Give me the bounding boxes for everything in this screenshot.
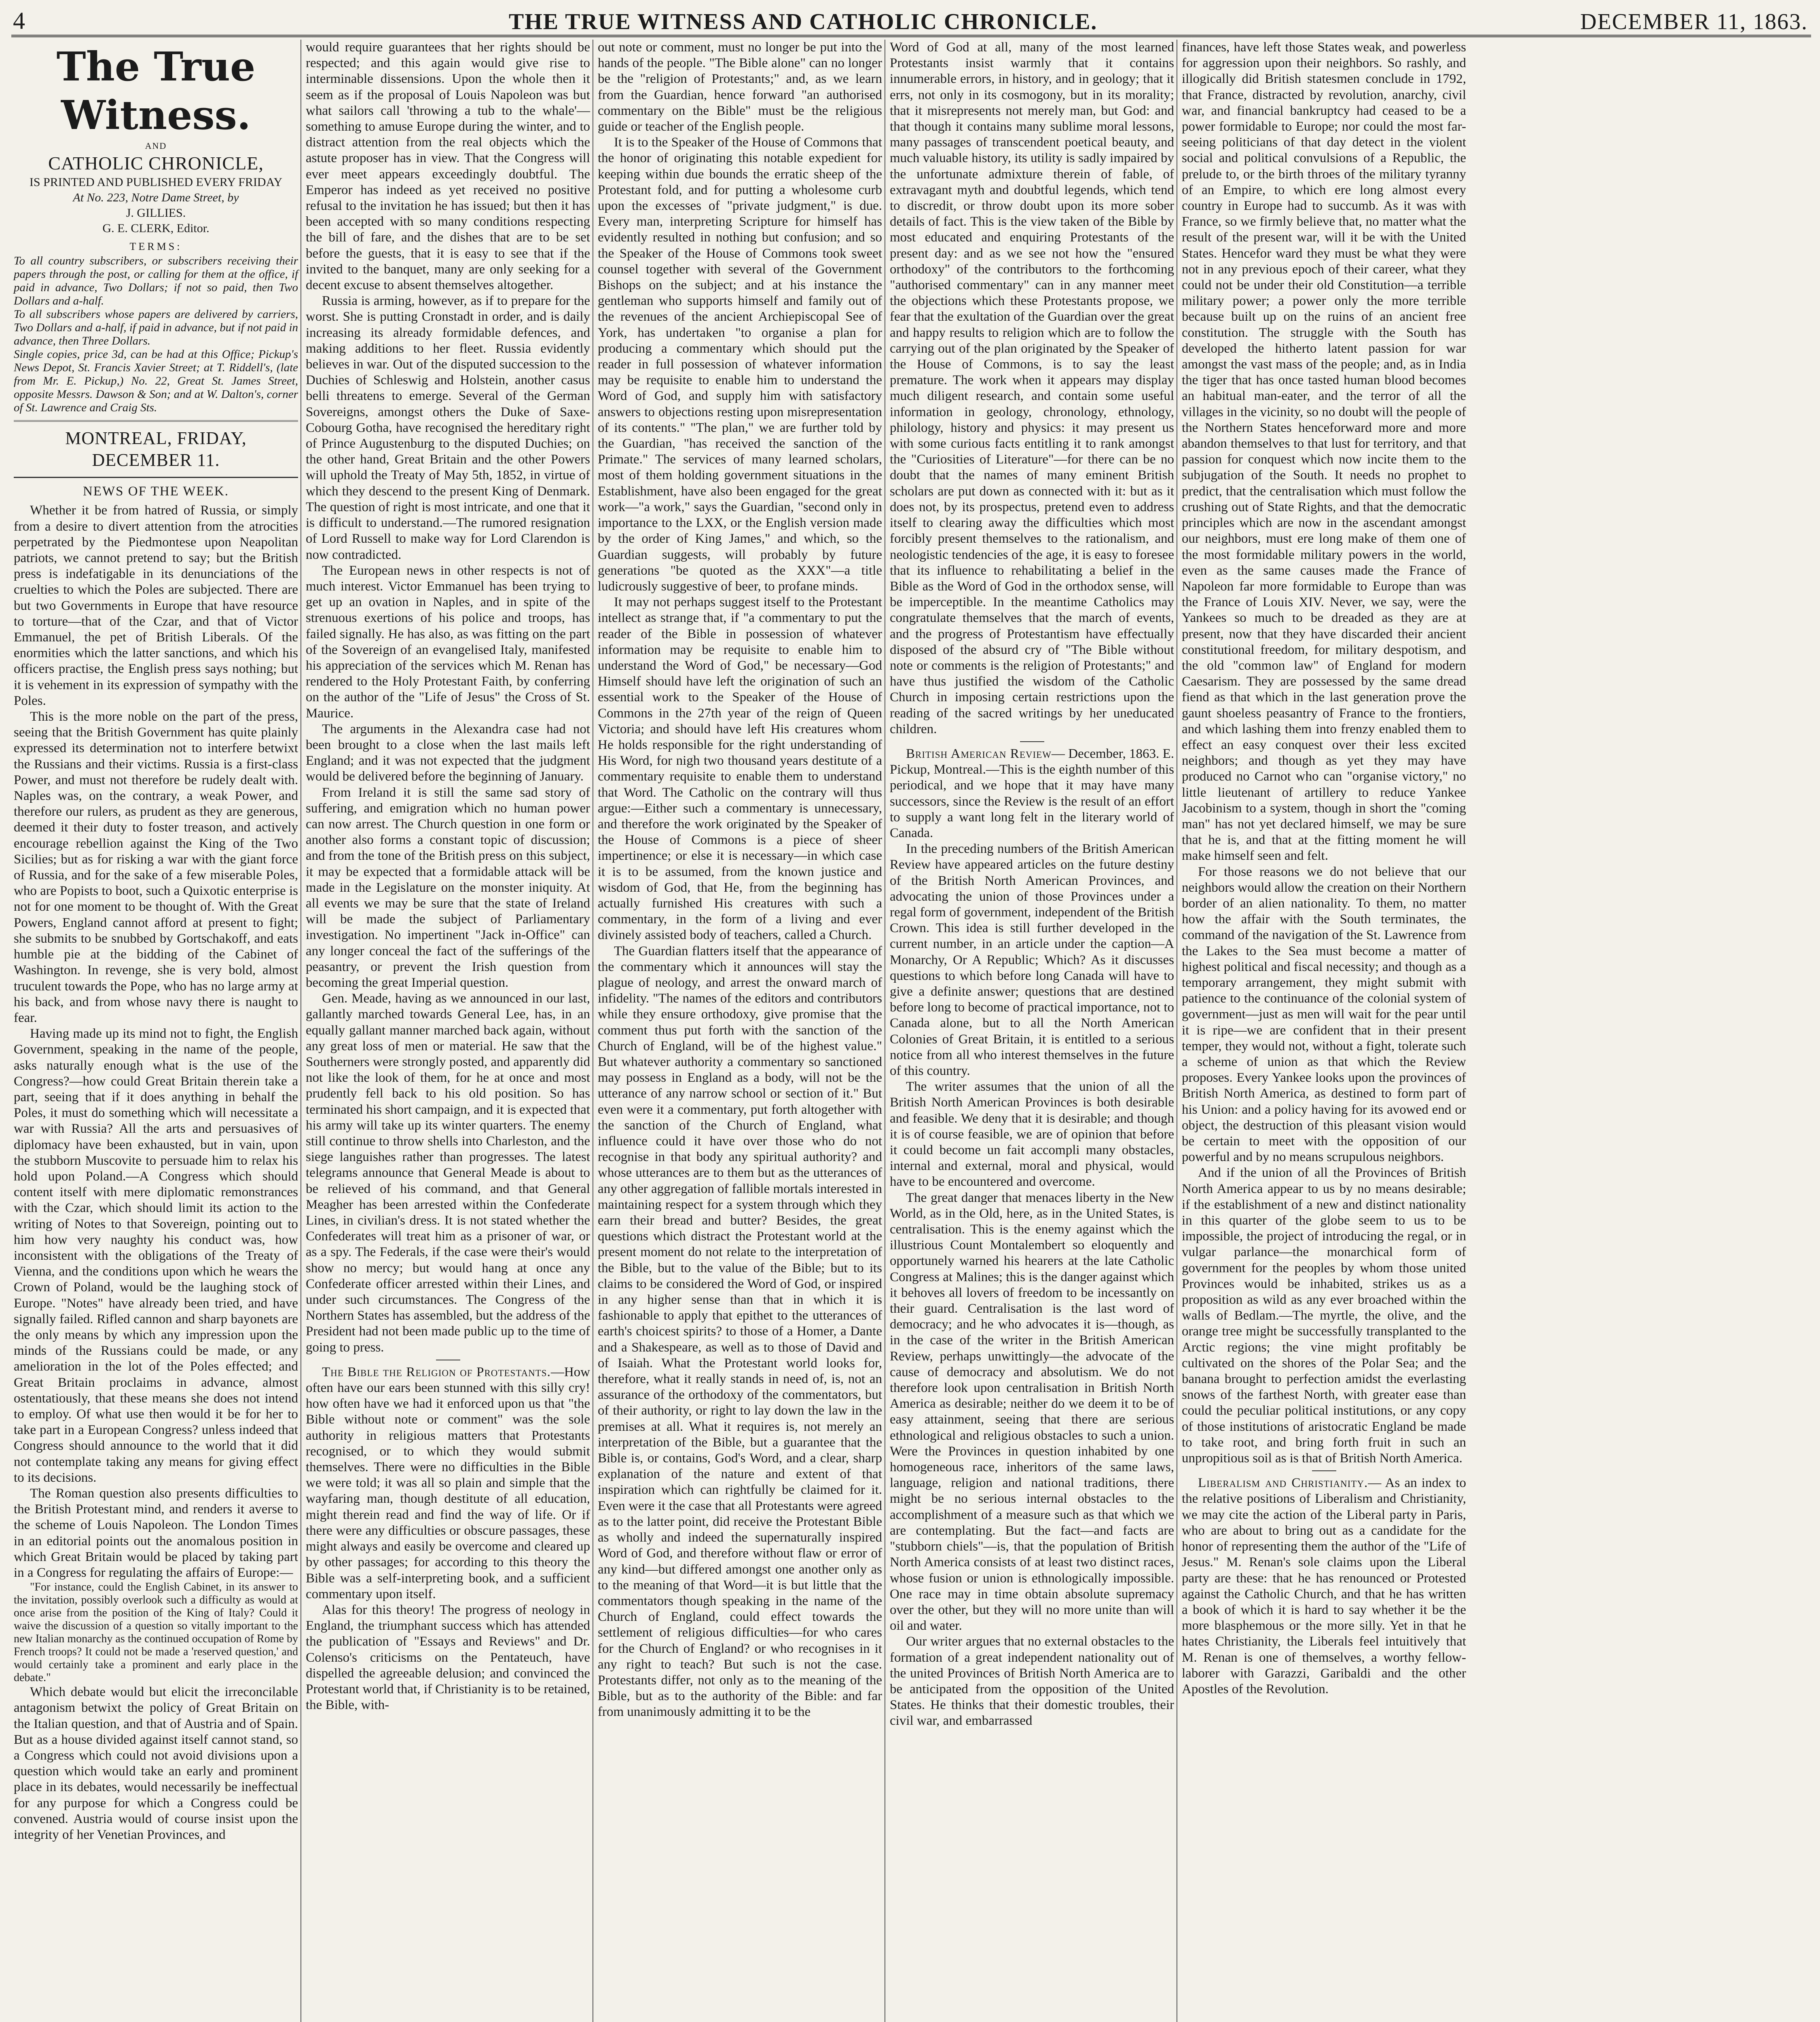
article-paragraph: would require guarantees that her rights should be respected; and this again would give rise to interminable dissensions. Upon the whole then it seem as if the proposal of Louis Napoleon was but what sailors call 'throwing a tub to the whale'—something to amuse Europe during the winter, and to distract attention from the real objects which the astute proposer has in view. That the Congress will ever meet appears exceedingly doubtful. The Emperor has indeed as yet received no positive refusal to the invitation he has issued; but then it has been accepted with so many conditions respecting the bill of fare, and the dishes that are to be set before the guests, that it is easy to see that if the invited to the banquet, many are only seeking for a decent excuse to absent themselves altogether.	[306, 40, 590, 293]
article-paragraph: out note or comment, must no longer be put into the hands of the people. "The Bible alone" can no longer be the "religion of Protestants;" and, as we learn from the Guardian, hence forward "an authorised commentary on the Bible" must be the religious guide or teacher of the English people.	[598, 40, 882, 134]
article-paragraph: It is to the Speaker of the House of Commons that the honor of originating this notable expedient for keeping within due bounds the erratic sheep of the Protestant fold, and for putting a wholesome curb upon the excesses of "private judgment," is due. Every man, interpreting Scripture for himself has evidently resulted in nothing but confusion; and so the Speaker of the House of Commons took sweet counsel together with several of the Government Bishops on the subject; and at his instance the gentleman who supports himself and family out of the revenues of the ancient Archiepiscopal See of York, has undertaken "to organise a plan for producing a commentary which should put the reader in full possession of whatever information may be requisite to enable him to understand the Word of God, and supply him with satisfactory answers to objections resting upon misrepresentation of its contents." "The plan," we are further told by the Guardian, "has received the sanction of the Primate." The services of many learned scholars, most of them holding government situations in the Establishment, have also been engaged for the great work—"a work," says the Guardian, "second only in importance to the LXX, or the English version made by the order of King James," and which, so the Guardian suggests, will probably by future generations "be quoted as the XXX"—a title ludicrously suggestive of beer, to profane minds.	[598, 135, 882, 594]
article-paragraph: From Ireland it is still the same sad story of suffering, and emigration which no human power can now arrest. The Church question in one form or another also forms a constant topic of discussion; and from the tone of the British press on this subject, it may be expected that a formidable attack will be made in the Legislature on the monster iniquity. At all events we may be sure that the state of Ireland will be made the subject of Parliamentary investigation. No impertinent "Jack in-Office" can any longer conceal the fact of the sufferings of the peasantry, or prevent the Irish question from becoming the great Imperial question.	[306, 785, 590, 990]
issue-date: DECEMBER 11, 1863.	[1580, 9, 1808, 34]
published-line: IS PRINTED AND PUBLISHED EVERY FRIDAY	[29, 176, 283, 189]
article-paragraph: Our writer argues that no external obstacles to the formation of a great independent nationality out of the united Provinces of British North America are to be anticipated from the opposition of the United States. He thinks that their domestic troubles, their civil war, and embarrassed	[890, 1634, 1174, 1728]
column-3	[595, 40, 885, 2022]
page-header	[11, 2, 1811, 37]
terms-heading: TERMS:	[129, 241, 182, 252]
section-divider	[1312, 1470, 1336, 1471]
article-paragraph: The Roman question also presents difficulties to the British Protestant mind, and renders it averse to the scheme of Louis Napoleon. The London Times in an editorial points out the anomalous position in which Great Britain would be placed by taking part in a Congress for regulating the affairs of Europe:—	[14, 1486, 298, 1580]
article-paragraph: Alas for this theory! The progress of neology in England, the triumphant success which has attended the publication of "Essays and Reviews" and Dr. Colenso's criticisms on the Pentateuch, have dispelled the agreeable delusion; and convinced the Protestant world that, if Christianity is to be retained, the Bible, with-	[306, 1602, 590, 1713]
article-text: — December, 1863. E. Pickup, Montreal.—This is the eighth number of this periodical, and we hope that it may have many successors, since the Review is the result of an effort to supply a want long felt in the literary world of Canada.	[890, 746, 1174, 840]
news-heading: NEWS OF THE WEEK.	[83, 484, 229, 499]
article-text: —How often have our ears been stunned with this silly cry! how often have we had it enforced upon us that "the Bible without note or comment" was the sole authority in religious matters that Protestants recognised, or to which they would submit themselves. There were no difficulties in the Bible we were told; it was all so plain and simple that the wayfaring man, though destitute of all education, might therein read and find the way of life. Or if there were any difficulties or obscure passages, these might always and easily be overcome and cleared up by other passages; for according to this theory the Bible was a self-interpreting book, and a sufficient commentary upon itself.	[306, 1364, 590, 1601]
dateline-rule	[14, 477, 298, 478]
masthead-title: The True Witness.	[56, 44, 256, 139]
article-bible-religion	[306, 1364, 590, 1602]
article-liberalism-christianity	[1182, 1475, 1466, 1697]
terms-country: To all country subscribers, or subscribers receiving their papers through the post, or calling for them at the office, if paid in advance, Two Dollars; if not so paid, then Two Dollars and a-half.	[14, 254, 298, 308]
article-paragraph: It may not perhaps suggest itself to the Protestant intellect as strange that, if "a commentary to put the reader of the Bible in possession of whatever information may be requisite to enable him to understand the Word of God," be necessary—God Himself should have left the origination of such an essential work to the Speaker of the House of Commons in the 27th year of the reign of Queen Victoria; and should have left His creatures whom He holds responsible for the right understanding of His Word, for nigh two thousand years destitute of a commentary requisite to enable them to understand that Word. The Catholic on the contrary will thus argue:—Either such a commentary is unnecessary, and therefore the work originated by the Speaker of the House of Commons is a piece of sheer impertinence; or else it is necessary—in which case it is to be assumed, from the known justice and wisdom of God, that He, from the beginning has actually furnished His creatures with such a commentary, in the form of a living and ever divinely assisted body of teachers, called a Church.	[598, 595, 882, 943]
article-paragraph: Russia is arming, however, as if to prepare for the worst. She is putting Cronstadt in order, and is daily increasing its already formidable defences, and making additions to her fleet. Russia evidently believes in war. Out of the disputed succession to the Duchies of Schleswig and Holstein, another casus belli threatens to emerge. Several of the German Sovereigns, amongst others the Duke of Saxe-Cobourg Gotha, have recognised the hereditary right of Prince Augustenburg to the disputed Duchies; on the other hand, Great Britain and the other Powers will uphold the Treaty of May 5th, 1852, in virtue of which they descend to the present King of Denmark. The question of right is most intricate, and one that it is difficult to understand.—The rumored resignation of Lord Russell to make way for Lord Clarendon is now contradicted.	[306, 294, 590, 562]
columns	[11, 40, 1811, 2022]
section-heading: The Bible the Religion of Protestants.	[322, 1364, 551, 1379]
dateline: MONTREAL, FRIDAY, DECEMBER 11.	[65, 428, 247, 470]
editor-name: G. E. CLERK, Editor.	[102, 222, 210, 235]
terms-carriers: To all subscribers whose papers are delivered by carriers, Two Dollars and a-half, if paid in advance, but if not paid in advance, then Three Dollars.	[14, 308, 298, 348]
article-paragraph: Gen. Meade, having as we announced in our last, gallantly marched towards General Lee, has, in an equally gallant manner marched back again, without any great loss of men or material. He saw that the Southerners were strongly posted, and apparently did not like the look of them, for he at once and most prudently fell back to his old position. So has terminated his short campaign, and it is expected that his army will take up its winter quarters. The enemy still continue to throw shells into Charleston, and the siege languishes rather than progresses. The latest telegrams announce that General Meade is about to be relieved of his command, and that General Meagher has been arrested within the Confederate Lines, in civilian's dress. It is not stated whether the Confederates will treat him as a prisoner of war, or as a spy. The Federals, if the case were their's would show no mercy; but would hang at once any Confederate officer arrested within their Lines, and under such circumstances. The Congress of the Northern States has assembled, but the address of the President had not been made public up to the time of going to press.	[306, 991, 590, 1355]
address-line: At No. 223, Notre Dame Street, by	[73, 191, 239, 204]
article-paragraph: And if the union of all the Provinces of British North America appear to us by no means desirable; if the establishment of a new and distinct nationality in this quarter of the globe seem to us to be impossible, the project of introducing the regal, or in vulgar parlance—the monarchical form of government for the peoples by whom those united Provinces would be inhabited, strikes us as a proposition as wild as any ever broached within the walls of Bedlam.—The myrtle, the olive, and the orange tree might be successfully transplanted to the Arctic regions; the vine might profitably be cultivated on the shores of the Polar Sea; and the banana brought to perfection amidst the everlasting snows of the farthest North, with greater ease than could the peculiar political institutions, or any copy of those institutions of aristocratic England be made to take root, and bring forth fruit in such an unpropitious soil as is that of British North America.	[1182, 1165, 1466, 1466]
section-heading: British American Review	[906, 746, 1052, 761]
publisher-name: J. GILLIES.	[126, 206, 186, 220]
article-paragraph: In the preceding numbers of the British American Review have appeared articles on the future destiny of the British North American Provinces, and advocating the union of those Provinces under a regal form of government, independent of the British Crown. This idea is still further developed in the current number, in an article under the caption—A Monarchy, Or A Republic; Which? As it discusses questions to which before long Canada will have to give a definite answer; questions that are destined before long to become of practical importance, not to Canada alone, but to all the North American Colonies of Great Britain, it is entitled to a serious notice from all who interest themselves in the future of this country.	[890, 842, 1174, 1078]
article-paragraph: The great danger that menaces liberty in the New World, as in the Old, here, as in the United States, is centralisation. This is the enemy against which the illustrious Count Montalembert so eloquently and opportunely warned his hearers at the late Catholic Congress at Malines; this is the danger against which it behoves all lovers of freedom to be incessantly on their guard. Centralisation is the last word of democracy; and he who advocates it is—though, as in the case of the writer in the British American Review, perhaps unwittingly—the advocate of the cause of democracy and absolutism. We do not therefore look upon centralisation in British North America as desirable; neither do we deem it to be of easy attainment, seeing that there are serious ethnological and religious obstacles to such a union. Were the Provinces in question inhabited by one homogeneous race, inheritors of the same laws, language, religion and national traditions, there might be no serious internal obstacles to the accomplishment of a measure such as that which we are contemplating. But the fact—and facts are "stubborn chiels"—is, that the population of British North America consists of at least two distinct races, whose fusion or union is ethnologically impossible. One race may in time obtain absolute supremacy over the other, but they will no more unite than will oil and water.	[890, 1190, 1174, 1633]
article-paragraph: Which debate would but elicit the irreconcilable antagonism betwixt the policy of Great Britain on the Italian question, and that of Austria and of Spain. But as a house divided against itself cannot stand, so a Congress which could not avoid divisions upon a question which would take an early and prominent place in its debates, would necessarily be ineffectual for any purpose for which a Congress could be convened. Austria would of course insist upon the integrity of her Venetian Provinces, and	[14, 1685, 298, 1842]
article-paragraph: The Guardian flatters itself that the appearance of the commentary which it announces will stay the plague of neology, and arrest the onward march of infidelity. "The names of the editors and contributors while they ensure orthodoxy, give promise that the comment thus put forth with the sanction of the Church of England, will be of the highest value." But whatever authority a commentary so sanctioned may possess in England as a body, will not be the utterance of any narrow school or section of it." But even were it a commentary, put forth altogether with the sanction of the Church of England, what influence could it have over those who do not recognise in that body any spiritual authority? and whose utterances are to them but as the utterances of any other aggregation of fallible mortals interested in maintaining respect for a system through which they earn their bread and butter? Besides, the great questions which distract the Protestant world at the present moment do not relate to the interpretation of the Bible, but to the value of the Bible; but to its claims to be considered the Word of God, or inspired in any higher sense than that in which it is fashionable to apply that epithet to the utterances of earth's choicest spirits? to those of a Homer, a Dante and a Shakespeare, as well as to those of David and of Isaiah. What the Protestant world looks for, therefore, what it really stands in need of, is, not an assurance of the orthodoxy of the commentators, but of their authority, or right to lay down the law in the premises at all. What it requires is, not merely an interpretation of the Bible, but a guarantee that the Bible is, or contains, God's Word, and a clear, sharp explanation of the nature and extent of that inspiration which can rightfully be claimed for it. Even were it the case that all Protestants were agreed as to the latter point, did receive the Protestant Bible as wholly and indeed the supernaturally inspired Word of God, and therefore without flaw or error of any kind—but differed amongst one another only as to the meaning of that Word—it is but little that the commentators though speaking in the name of the Church of England, could effect towards the settlement of religious difficulties—for who cares for the Church of England? or who recognises in it any right to teach? But such is not the case. Protestants differ, not only as to the meaning of the Bible, but as to the authority of the Bible: and far from unanimously admitting it to be the	[598, 943, 882, 1720]
article-paragraph: Having made up its mind not to fight, the English Government, speaking in the name of the people, asks naturally enough what is the use of the Congress?—how could Great Britain therein take a part, seeing that if it does anything in behalf the Poles, it must do something which will necessitate a war with Russia? All the arts and persuasives of diplomacy have been exhausted, but in vain, upon the stubborn Muscovite to persuade him to relax his hold upon Poland.—A Congress which should content itself with mere diplomatic remonstrances with the Czar, which should limit its action to the writing of Notes to that Sovereign, pointing out to him how very naughty his conduct was, how inconsistent with the obligations of the Treaty of Vienna, and the conditions upon which he wears the Crown of Poland, would be the laughing stock of Europe. "Notes" have already been tried, and have signally failed. Rifled cannon and sharp bayonets are the only means by which any impression upon the minds of the Russians could be made, or any amelioration in the lot of the Poles effected; and Great Britain proclaims in advance, almost ostentatiously, that these means she does not intend to employ. Of what use then would it be for her to take part in a European Congress? unless indeed that Congress should announce to the world that it did not contemplate taking any means for giving effect to its decisions.	[14, 1026, 298, 1485]
article-paragraph: The arguments in the Alexandra case had not been brought to a close when the last mails left England; and it was not expected that the judgment would be delivered before the beginning of January.	[306, 721, 590, 784]
column-1	[11, 40, 301, 2022]
section-heading: Liberalism and Christianity.	[1198, 1476, 1368, 1491]
article-paragraph: This is the more noble on the part of the press, seeing that the British Government has quite plainly expressed its determination not to interfere betwixt the Russians and their victims. Russia is a first-class Power, and must not therefore be rudely dealt with. Naples was, on the contrary, a weak Power, and therefore our rulers, as prudent as they are generous, deemed it their duty to foster treason, and actively encourage rebellion against the King of the Two Sicilies; but as for risking a war with the giant force of Russia, and for the sake of a few miserable Poles, who are Popists to boot, such a Quixotic enterprise is not for one moment to be thought of. With the Great Powers, England cannot afford at present to fight; she submits to be snubbed by Gortschakoff, and eats humble pie at the bidding of the Cabinet of Washington. In revenge, she is very bold, almost truculent towards the Pope, who has no large army at his back, and from whose navy there is naught to fear.	[14, 709, 298, 1025]
article-british-american-review	[890, 746, 1174, 841]
section-divider	[1020, 741, 1044, 742]
article-text: — As an index to the relative positions of Liberalism and Christianity, we may cite the action of the Liberal party in Paris, who are about to bring out as a candidate for the honor of representing them the author of the "Life of Jesus." M. Renan's sole claims upon the Liberal party are these: that he has renounced or Protested against the Catholic Church, and that he has written a book of which it is hard to say whether it be the more blasphemous or the more silly. Yet in that he hates Christianity, the Liberals feel intuitively that M. Renan is one of themselves, a worthy fellow-laborer with Garazzi, Garibaldi and the other Apostles of the Revolution.	[1182, 1476, 1466, 1696]
masthead-subtitle: CATHOLIC CHRONICLE,	[48, 153, 264, 173]
article-paragraph: For those reasons we do not believe that our neighbors would allow the creation on their Northern border of an alien nationality. To them, no matter how the affair with the South terminates, the command of the navigation of the St. Lawrence from the Lakes to the Sea must become a matter of highest political and fiscal necessity; and though as a temporary arrangement, they might submit with patience to the continuance of the colonial system of government—just as men will wait for the pear until it is ripe—we are confident that in their present temper, they would not, without a fight, tolerate such a scheme of union as that which the Review proposes. Every Yankee looks upon the provinces of British North America, as destined to form part of his Union: and a policy having for its avowed end or object, the destruction of this pleasant vision would be certain to meet with the opposition of our powerful and by no means scrupulous neighbors.	[1182, 864, 1466, 1165]
column-5	[1179, 40, 1469, 2022]
article-paragraph: Whether it be from hatred of Russia, or simply from a desire to divert attention from the atrocities perpetrated by the Piedmontese upon Neapolitan patriots, we cannot pretend to say; but the British press is indefatigable in its denunciations of the cruelties to which the Poles are subjected. There are but two Governments in Europe that have resource to torture—that of the Czar, and that of Victor Emmanuel, the pet of British Liberals. Of the enormities which the latter sanctions, and which his officers practise, the English press says nothing; but it is vehement in its expression of sympathy with the Poles.	[14, 503, 298, 708]
newspaper-running-title: THE TRUE WITNESS AND CATHOLIC CHRONICLE.	[508, 9, 1098, 34]
article-paragraph: Word of God at all, many of the most learned Protestants insist warmly that it contains innumerable errors, in history, and in geology; that it errs, not only in its cosmogony, but in its morality; that it misrepresents not merely man, but God: and that though it contains many sublime moral lessons, many passages of transcendent poetical beauty, and much valuable history, its utility is sadly impaired by the unfortunate admixture therein of fable, of extravagant myth and doubtful legends, which tend to discredit, or throw doubt upon its more sober details of fact. This is the view taken of the Bible by most educated and enquiring Protestants of the present day: and as we see not how the "ensured orthodoxy" of the contributors to the forthcoming "authorised commentary" can in any manner meet the objections which these Protestants propose, we fear that the exultation of the Guardian over the great and happy results to religion which are to follow the carrying out of the plan originated by the Speaker of the House of Commons, is to say the least premature. The work when it appears may display much diligent research, and contain some useful information in geology, chronology, ethnology, philology, history and physics: it may present us with some curious facts entitling it to rank amongst the "Curiosities of Literature"—for there can be no doubt that the names of many eminent British scholars are put down as connected with it: but as it does not, by its prospectus, pretend even to address itself to clearing away the difficulties which most forcibly present themselves to the rationalism, and neologistic tendencies of the age, it is easy to foresee that its influence to rehabilitating a belief in the Bible as the Word of God in the orthodox sense, will be imperceptible. In the meantime Catholics may congratulate themselves that the march of events, and the progress of Protestantism have effectually disposed of the absurd cry of "The Bible without note or comments is the religion of Protestants;" and have thus justified the wisdom of the Catholic Church in imposing certain restrictions upon the reading of the sacred writings by her uneducated children.	[890, 40, 1174, 736]
masthead-and: AND	[145, 141, 167, 151]
column-4	[887, 40, 1177, 2022]
article-paragraph: finances, have left those States weak, and powerless for aggression upon their neighbors. So rashly, and illogically did British statesmen conclude in 1792, that France, distracted by revolution, anarchy, civil war, and financial bankruptcy had ceased to be a power formidable to Europe; nor could the most far-seeing politicians of that day detect in the violent social and political convulsions of a Republic, the prelude to, or the birth throes of the military tyranny of an Empire, to which ere long almost every country in Europe had to succumb. As it was with France, so we firmly believe that, no matter what the result of the present war, will it be with the United States. Hencefor ward they must be what they were not in any previous epoch of their career, what they could not be under their old Constitution—a terrible military power; a power only the more terrible because built up on the ruins of an ancient free constitution. The struggle with the South has developed the hitherto latent passion for war amongst the vast mass of the people; and, as in India the tiger that has once tasted human blood becomes an habitual man-eater, and the terror of all the villages in the vicinity, so no doubt will the people of the Northern States henceforward more and more abandon themselves to that lust for territory, and that passion for conquest which now incite them to the subjugation of the South. It needs no prophet to predict, that the centralisation which must follow the crushing out of State Rights, and that the democratic principles which are now in the ascendant amongst our neighbors, must ere long make of them one of the most formidable military powers in the world, even as the same causes made the France of Napoleon far more formidable to Europe than was the France of Louis XIV. Never, we say, were the Yankees so much to be dreaded as they are at present, now that they have discarded their ancient constitutional freedom, for military despotism, and the old "common law" of England for modern Caesarism. They are possessed by the same dread fiend as that which in the last generation prove the gaunt shoeless peasantry of France to the frontiers, and which lashing them into frenzy enabled them to effect an easy conquest over their less excited neighbors; and though as yet they may have produced no Carnot who can "organise victory," no little lieutenant of artillery to reduce Yankee Jacobinism to a system, though in short the "coming man" has not yet declared himself, we may be sure that he is, and that at the fitting moment he will make himself seen and felt.	[1182, 40, 1466, 863]
masthead-rule	[14, 420, 298, 422]
column-2	[303, 40, 593, 2022]
terms-single-copies: Single copies, price 3d, can be had at this Office; Pickup's News Depot, St. Francis Xavier Street; at T. Riddell's, (late from Mr. E. Pickup,) No. 22, Great St. James Street, opposite Messrs. Dawson & Son; and at W. Dalton's, corner of St. Lawrence and Craig Sts.	[14, 348, 298, 415]
quoted-extract: "For instance, could the English Cabinet, in its answer to the invitation, possibly overlook such a difficulty as would at once arise from the position of the King of Italy? Could it waive the discussion of a question so vitally important to the new Italian monarchy as the continued occupation of Rome by French troops? It could not be made a 'reserved question,' and would certainly take a prominent and early place in the debate."	[14, 1581, 298, 1684]
article-paragraph: The writer assumes that the union of all the British North American Provinces is both desirable and feasible. We deny that it is desirable; and though it is of course feasible, we are of opinion that before it could become un fait accompli many obstacles, internal and external, moral and physical, would have to be encountered and overcome.	[890, 1079, 1174, 1189]
article-paragraph: The European news in other respects is not of much interest. Victor Emmanuel has been trying to get up an ovation in Naples, and in spite of the strenuous exertions of his police and troops, has failed signally. He has also, as was fitting on the part of the Sovereign of an evangelised Italy, manifested his appreciation of the services which M. Renan has rendered to the Holy Protestant Faith, by conferring on the author of the "Life of Jesus" the Cross of St. Maurice.	[306, 563, 590, 721]
page-number: 4	[13, 7, 26, 34]
